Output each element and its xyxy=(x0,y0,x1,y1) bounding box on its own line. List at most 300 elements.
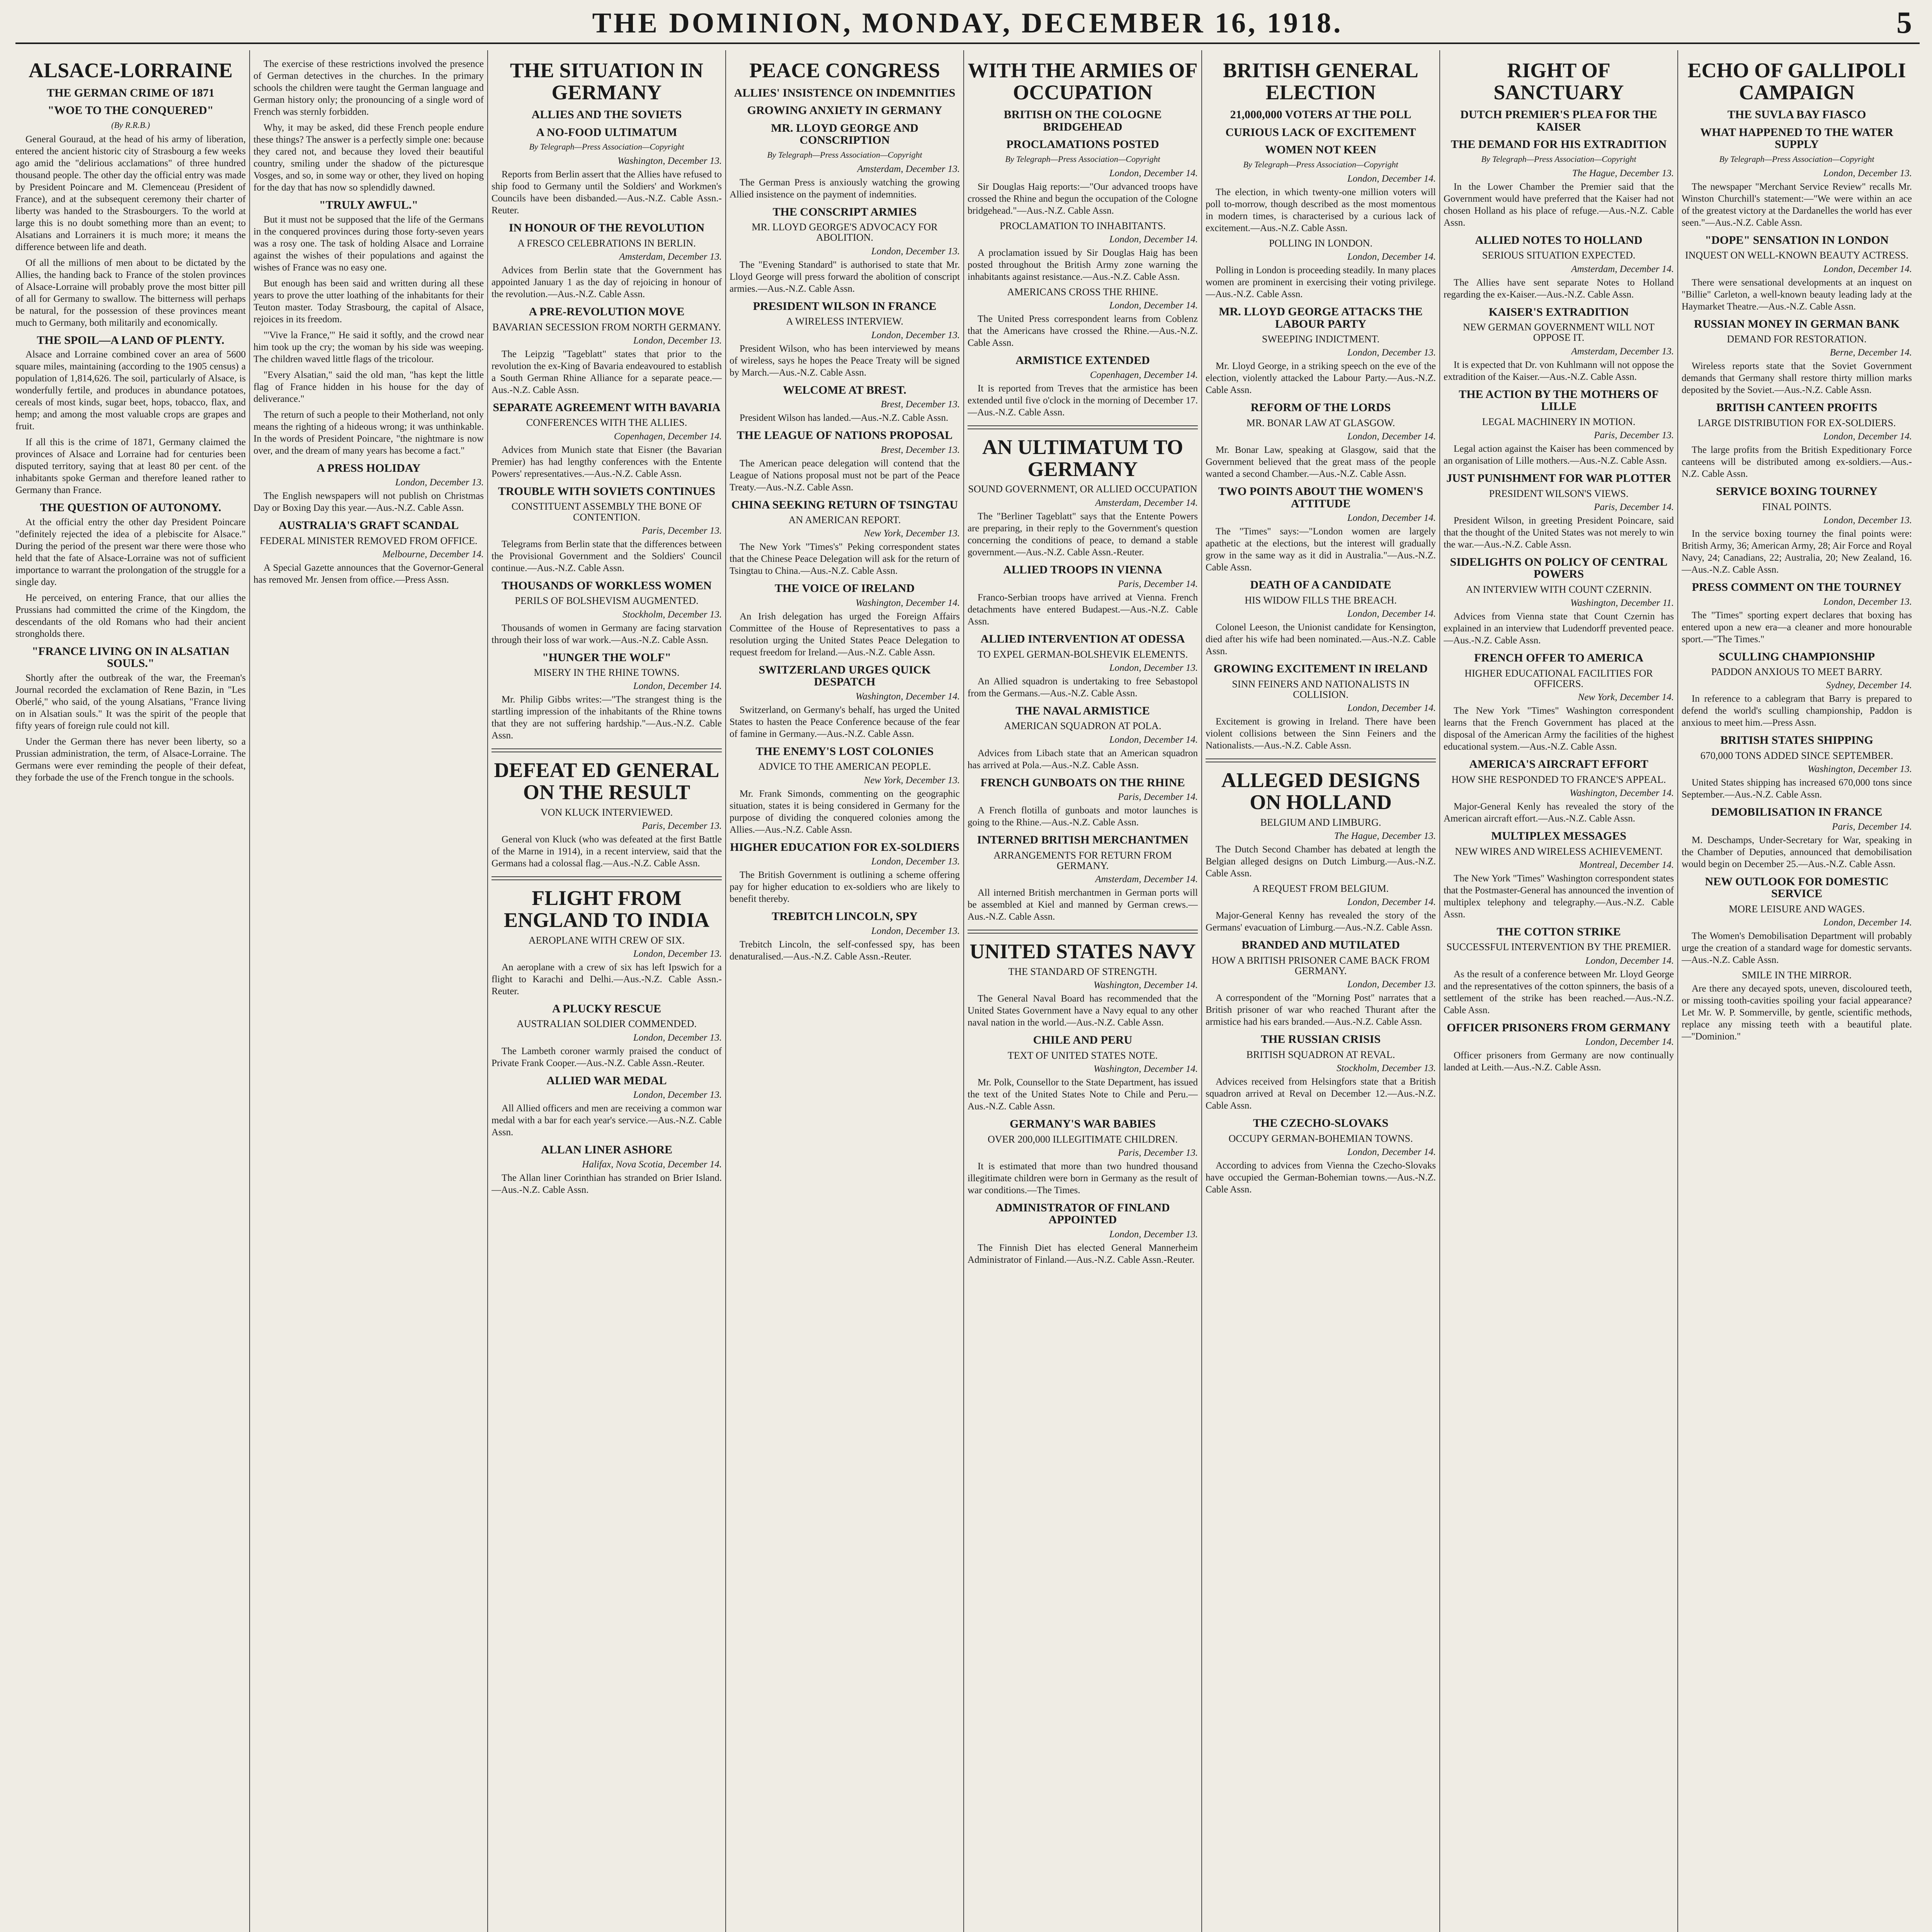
article-headline: ECHO OF GALLIPOLI CAMPAIGN xyxy=(1687,59,1906,104)
article-headline: UNITED STATES NAVY xyxy=(969,940,1196,963)
article-deck: PROCLAMATION TO INHABITANTS. xyxy=(1000,220,1166,231)
article-deck: HOW A BRITISH PRISONER CAME BACK FROM GERMANY. xyxy=(1211,954,1430,976)
article-paragraph: Shortly after the outbreak of the war, the Freeman's Journal recorded the exclamation of Rene Bazin, in "Les Oberlé," who said, of the young Alsatians, "France living on in Alsatian souls." It was the spirit of the people that fifty years of foreign rule could not kill. xyxy=(15,672,246,731)
article-paragraph: Alsace and Lorraine combined cover an area of 5600 square miles, maintaining (according to the 1905 census) a population of 1,814,626. The soil, particularly of Alsace, is wonderfully fertile, and produces in abundance potatoes, cereals of most kinds, sugar beet, hops, tobacco, flax, and hemp; and among the most valuable crops are grapes and fruit. xyxy=(15,349,246,432)
article-subheadline: THE NAVAL ARMISTICE xyxy=(1015,704,1150,717)
dateline: Halifax, Nova Scotia, December 14. xyxy=(582,1159,722,1170)
article-paragraph: The Leipzig "Tageblatt" states that prior to the revolution the ex-King of Bavaria endeavoured to establish a South German Rhine Alliance for a separate peace.—Aus.-N.Z. Cable Assn. xyxy=(492,349,722,395)
section-divider xyxy=(492,748,722,752)
article-paragraph: A correspondent of the "Morning Post" narrates that a British prisoner of war who reached Thurant after the armistice had his ears branded.—Aus.-N.Z. Cable Assn. xyxy=(1206,993,1436,1027)
article-paragraph: But enough has been said and written during all these years to prove the utter loathing of the inhabitants for their Teuton master. Today Strasbourg, the capital of Alsace, rejoices in its freedom. xyxy=(253,278,484,325)
article-paragraph: The American peace delegation will contend that the League of Nations proposal must not be part of the Peace Treaty.—Aus.-N.Z. Cable Assn. xyxy=(730,458,960,493)
column-rule xyxy=(725,50,726,1932)
dateline: Paris, December 13. xyxy=(1594,430,1674,441)
article-subheadline: ALLIED INTERVENTION AT ODESSA xyxy=(980,633,1185,646)
column-rule xyxy=(1439,50,1440,1932)
section-divider xyxy=(968,930,1198,934)
article-subheadline: THE SPOIL—A LAND OF PLENTY. xyxy=(37,333,224,347)
article-subheadline: A PRESS HOLIDAY xyxy=(316,461,421,474)
column-rule xyxy=(1201,50,1202,1932)
article-paragraph: Advices received from Helsingfors state that a British squadron arrived at Reval on December 12.—Aus.-N.Z. Cable Assn. xyxy=(1206,1077,1436,1111)
wire-credit: By Telegraph—Press Association—Copyright xyxy=(1481,154,1636,164)
column-3 xyxy=(492,58,722,1932)
article-paragraph: He perceived, on entering France, that our allies the Prussians had committed the crime of the Kingdom, the descendants of the old Romans who had their ancient strongholds there. xyxy=(15,592,246,639)
article-paragraph: The Dutch Second Chamber has debated at length the Belgian alleged designs on Dutch Limburg.—Aus.-N.Z. Cable Assn. xyxy=(1206,844,1436,879)
dateline: The Hague, December 13. xyxy=(1572,168,1674,179)
article-deck: SOUND GOVERNMENT, OR ALLIED OCCUPATION xyxy=(968,483,1197,495)
article-subheadline: NEW OUTLOOK FOR DOMESTIC SERVICE xyxy=(1705,875,1889,900)
article-paragraph: The exercise of these restrictions involved the presence of German detectives in the churches. In the primary schools the children were taught the German language and German history only; the pronouncing of a single word of French was sternly forbidden. xyxy=(253,59,484,117)
article-headline: BRITISH GENERAL ELECTION xyxy=(1223,59,1418,104)
dateline: London, December 14. xyxy=(1109,234,1198,245)
article-subheadline: REFORM OF THE LORDS xyxy=(1250,401,1391,414)
article-subheadline: ARMISTICE EXTENDED xyxy=(1015,354,1150,367)
article-subheadline: DEMOBILISATION IN FRANCE xyxy=(1711,806,1883,819)
article-deck: POLLING IN LONDON. xyxy=(1269,237,1372,249)
dateline: Washington, December 14. xyxy=(1094,980,1198,991)
article-paragraph: United States shipping has increased 670,000 tons since September.—Aus.-N.Z. Cable Assn. xyxy=(1682,777,1912,800)
article-paragraph: President Wilson, who has been interviewed by means of wireless, says he hopes the Peace Treaty will be signed by March.—Aus.-N.Z. Cable Assn. xyxy=(730,343,960,378)
dateline: Paris, December 13. xyxy=(642,525,722,536)
dateline: London, December 13. xyxy=(1109,1229,1198,1240)
article-subheadline: THE QUESTION OF AUTONOMY. xyxy=(40,501,221,514)
article-subheadline: SEPARATE AGREEMENT WITH BAVARIA xyxy=(493,401,721,414)
article-headline: AN ULTIMATUM TO GERMANY xyxy=(982,435,1184,481)
section-divider xyxy=(492,876,722,880)
article-subheadline: DEATH OF A CANDIDATE xyxy=(1250,578,1391,592)
article-subheadline: "TRULY AWFUL." xyxy=(319,199,418,211)
article-deck: CONFERENCES WITH THE ALLIES. xyxy=(526,417,687,429)
article-headline: ALLEGED DESIGNS ON HOLLAND xyxy=(1221,769,1420,814)
article-paragraph: Under the German there has never been liberty, so a Prussian administration, the term, of Alsace-Lorraine. The Germans were ever reminding the people of their defeat, they forbade the use of the French tongue in the schools. xyxy=(15,736,246,783)
article-subheadline: 21,000,000 VOTERS AT THE POLL xyxy=(1230,108,1412,121)
article-paragraph: M. Deschamps, Under-Secretary for War, speaking in the Chamber of Deputies, announced that demobilisation would begin on December 25.—Aus.-N.Z. Cable Assn. xyxy=(1682,835,1912,869)
article-deck: AMERICANS CROSS THE RHINE. xyxy=(1007,286,1158,298)
dateline: London, December 13. xyxy=(395,477,484,488)
dateline: Paris, December 14. xyxy=(1832,821,1912,832)
article-subheadline: THE VOICE OF IRELAND xyxy=(775,582,915,595)
article-subheadline: ALLAN LINER ASHORE xyxy=(541,1143,673,1156)
article-subheadline: ALLIES AND THE SOVIETS xyxy=(531,108,682,121)
article-paragraph: In the Lower Chamber the Premier said that the Government would have preferred that the Kaiser had not chosen Holland as his place of refuge.—Aus.-N.Z. Cable Assn. xyxy=(1444,181,1674,228)
article-subheadline: GROWING ANXIETY IN GERMANY xyxy=(747,104,942,117)
article-subheadline: THE DEMAND FOR HIS EXTRADITION xyxy=(1451,138,1667,151)
article-deck: NEW WIRES AND WIRELESS ACHIEVEMENT. xyxy=(1455,845,1663,857)
article-deck: MORE LEISURE AND WAGES. xyxy=(1729,903,1865,915)
article-deck: LEGAL MACHINERY IN MOTION. xyxy=(1482,416,1636,427)
article-subheadline: SERVICE BOXING TOURNEY xyxy=(1716,485,1878,498)
article-deck: THE STANDARD OF STRENGTH. xyxy=(1008,966,1157,978)
column-rule xyxy=(487,50,488,1932)
dateline: Paris, December 14. xyxy=(1594,502,1674,512)
article-deck: SERIOUS SITUATION EXPECTED. xyxy=(1482,250,1636,261)
article-paragraph: "'Vive la France,'" He said it softly, and the crowd near him took up the cry; the woman by his side was weeping. The children waved little flags of the tricolour. xyxy=(253,330,484,364)
dateline: Paris, December 14. xyxy=(1118,792,1198,803)
dateline: London, December 14. xyxy=(1347,513,1436,524)
dateline: Washington, December 14. xyxy=(855,597,960,608)
article-paragraph: Are there any decayed spots, uneven, discoloured teeth, or missing tooth-cavities spoiling your facial appearance? Let Mr. W. P. Sommerville, by gentle, scientific methods, replace any missing teeth with a beautiful plate.—"Dominion." xyxy=(1682,983,1912,1042)
article-deck: PRESIDENT WILSON'S VIEWS. xyxy=(1489,488,1629,499)
article-paragraph: Mr. Bonar Law, speaking at Glasgow, said that the Government believed that the great mass of the people wanted a second Chamber.—Aus.-N.Z. Cable Assn. xyxy=(1206,445,1436,480)
article-deck: PADDON ANXIOUS TO MEET BARRY. xyxy=(1711,666,1883,678)
article-subheadline: THE CONSCRIPT ARMIES xyxy=(772,205,917,218)
dateline: New York, December 14. xyxy=(1578,692,1674,703)
article-subheadline: "DOPE" SENSATION IN LONDON xyxy=(1705,233,1889,247)
article-paragraph: It is reported from Treves that the armistice has been extended until five o'clock in the morning of December 17.—Aus.-N.Z. Cable Assn. xyxy=(968,383,1198,418)
article-subheadline: "WOE TO THE CONQUERED" xyxy=(48,104,214,117)
dateline: Copenhagen, December 14. xyxy=(614,431,722,442)
article-subheadline: BRITISH STATES SHIPPING xyxy=(1720,734,1873,747)
dateline: Amsterdam, December 13. xyxy=(1571,346,1674,357)
article-subheadline: WHAT HAPPENED TO THE WATER SUPPLY xyxy=(1700,126,1893,151)
article-subheadline: BRITISH CANTEEN PROFITS xyxy=(1716,401,1878,414)
column-rule xyxy=(963,50,964,1932)
article-headline: PEACE CONGRESS xyxy=(749,59,940,82)
article-subheadline: ADMINISTRATOR OF FINLAND APPOINTED xyxy=(995,1201,1170,1226)
article-paragraph: The newspaper "Merchant Service Review" recalls Mr. Winston Churchill's statement:—"We were within an ace of the greatest victory at the Dardanelles the world has ever seen."—Aus.-N.Z. Cable Assn. xyxy=(1682,181,1912,228)
dateline: New York, December 13. xyxy=(864,528,960,539)
dateline: London, December 14. xyxy=(1347,897,1436,908)
article-subheadline: INTERNED BRITISH MERCHANTMEN xyxy=(977,833,1189,847)
article-deck: FINAL POINTS. xyxy=(1762,501,1832,512)
article-deck: OCCUPY GERMAN-BOHEMIAN TOWNS. xyxy=(1228,1133,1413,1144)
page-number: 5 xyxy=(1896,6,1912,40)
wire-credit: By Telegraph—Press Association—Copyright xyxy=(767,150,922,160)
article-paragraph: The New York "Times" Washington correspondent learns that the French Government has placed at the disposal of the American Army the facilities of the highest educational system.—Aus.-N.Z. Cable Assn. xyxy=(1444,706,1674,752)
column-rule xyxy=(1677,50,1678,1932)
dateline: New York, December 13. xyxy=(864,775,960,786)
article-paragraph: Major-General Kenny has revealed the story of the Germans' evacuation of Limburg.—Aus.-N.Z. Cable Assn. xyxy=(1206,910,1436,933)
article-subheadline: SCULLING CHAMPIONSHIP xyxy=(1718,650,1875,663)
article-paragraph: Advices from Munich state that Eisner (the Bavarian Premier) has had lengthy conferences with the Entente Powers' representatives.—Aus.-N.Z. Cable Assn. xyxy=(492,444,722,479)
article-paragraph: An Allied squadron is undertaking to free Sebastopol from the Germans.—Aus.-N.Z. Cable Assn. xyxy=(968,676,1198,699)
article-subheadline: A PLUCKY RESCUE xyxy=(552,1002,662,1015)
dateline: London, December 13. xyxy=(1347,979,1436,990)
dateline: Montreal, December 14. xyxy=(1579,859,1674,870)
article-deck: OVER 200,000 ILLEGITIMATE CHILDREN. xyxy=(988,1133,1178,1145)
article-paragraph: A French flotilla of gunboats and motor launches is going to the Rhine.—Aus.-N.Z. Cable Assn. xyxy=(968,805,1198,828)
article-paragraph: It is expected that Dr. von Kuhlmann will not oppose the extradition of the Kaiser.—Aus.-N.Z. Cable Assn. xyxy=(1444,359,1674,382)
article-deck: BRITISH SQUADRON AT REVAL. xyxy=(1246,1049,1395,1060)
article-subheadline: IN HONOUR OF THE REVOLUTION xyxy=(509,221,705,235)
dateline: Amsterdam, December 14. xyxy=(1095,497,1198,508)
article-deck: AMERICAN SQUADRON AT POLA. xyxy=(1004,720,1162,732)
article-deck: HOW SHE RESPONDED TO FRANCE'S APPEAL. xyxy=(1451,774,1666,785)
column-6 xyxy=(1206,58,1436,1932)
article-deck: ADVICE TO THE AMERICAN PEOPLE. xyxy=(758,761,931,772)
article-paragraph: It is estimated that more than two hundred thousand illegitimate children were born in Germany as the result of war conditions.—The Times. xyxy=(968,1161,1198,1196)
article-subheadline: PRESS COMMENT ON THE TOURNEY xyxy=(1692,581,1902,594)
article-paragraph: Franco-Serbian troops have arrived at Vienna. French detachments have entered Budapest.—Aus.-N.Z. Cable Assn. xyxy=(968,592,1198,627)
article-paragraph: Polling in London is proceeding steadily. In many places women are prominent in exercising their voting privilege.—Aus.-N.Z. Cable Assn. xyxy=(1206,265,1436,300)
dateline: Sydney, December 14. xyxy=(1826,680,1912,691)
article-deck: SINN FEINERS AND NATIONALISTS IN COLLISION. xyxy=(1232,678,1410,700)
article-paragraph: The Women's Demobilisation Department will probably urge the creation of a standard wage for domestic servants.—Aus.-N.Z. Cable Assn. xyxy=(1682,930,1912,965)
article-paragraph: An aeroplane with a crew of six has left Ipswich for a flight to Karachi and Delhi.—Aus.-N.Z. Cable Assn.-Reuter. xyxy=(492,962,722,997)
dateline: London, December 13. xyxy=(1109,662,1198,673)
dateline: Paris, December 13. xyxy=(642,821,722,832)
article-headline: ALSACE-LORRAINE xyxy=(28,59,233,82)
article-subheadline: BRITISH ON THE COLOGNE BRIDGEHEAD xyxy=(1003,108,1162,133)
article-subheadline: ALLIED TROOPS IN VIENNA xyxy=(1003,563,1162,576)
dateline: Washington, December 13. xyxy=(1808,764,1912,775)
article-subheadline: A PRE-REVOLUTION MOVE xyxy=(529,305,685,318)
article-subheadline: BRANDED AND MUTILATED xyxy=(1242,939,1400,952)
article-paragraph: Telegrams from Berlin state that the differences between the Provisional Government and the Soldiers' Council continue.—Aus.-N.Z. Cable Assn. xyxy=(492,539,722,573)
article-subheadline: THE ACTION BY THE MOTHERS OF LILLE xyxy=(1459,388,1659,413)
dateline: Washington, December 14. xyxy=(855,691,960,702)
column-7 xyxy=(1444,58,1674,1932)
article-subheadline: MR. LLOYD GEORGE AND CONSCRIPTION xyxy=(771,121,918,147)
dateline: London, December 14. xyxy=(1823,431,1912,442)
article-subheadline: MR. LLOYD GEORGE ATTACKS THE LABOUR PARTY xyxy=(1219,305,1423,330)
article-paragraph: The "Berliner Tageblatt" says that the Entente Powers are preparing, in their reply to the Government's question concerning the conditions of peace, to demand a stable government.—Aus.-N.Z. Cable Assn.-Reuter. xyxy=(968,511,1198,558)
article-paragraph: As the result of a conference between Mr. Lloyd George and the representatives of the cotton spinners, the basis of a settlement of the strike has been reached.—Aus.-N.Z. Cable Assn. xyxy=(1444,969,1674,1015)
article-deck: SMILE IN THE MIRROR. xyxy=(1742,969,1852,981)
article-paragraph: President Wilson has landed.—Aus.-N.Z. Cable Assn. xyxy=(740,413,949,423)
article-deck: INQUEST ON WELL-KNOWN BEAUTY ACTRESS. xyxy=(1685,250,1908,261)
dateline: Amsterdam, December 13. xyxy=(857,163,960,174)
article-paragraph: Legal action against the Kaiser has been commenced by an organisation of Lille mothers.—Aus.-N.Z. Cable Assn. xyxy=(1444,444,1674,466)
article-paragraph: The Finnish Diet has elected General Mannerheim Administrator of Finland.—Aus.-N.Z. Cable Assn.-Reuter. xyxy=(968,1242,1198,1265)
article-paragraph: A proclamation issued by Sir Douglas Haig has been posted throughout the British Army zone warning the inhabitants against resistance.—Aus.-N.Z. Cable Assn. xyxy=(968,248,1198,282)
article-paragraph: If all this is the crime of 1871, Germany claimed the provinces of Alsace and Lorraine had for centuries been disputed territory, saying that at least 80 per cent. of the inhabitants spoke German and therefore leaned rather to Germany than France. xyxy=(15,437,246,496)
article-paragraph: Thousands of women in Germany are facing starvation through their loss of war work.—Aus.-N.Z. Cable Assn. xyxy=(492,622,722,645)
article-subheadline: THE SUVLA BAY FIASCO xyxy=(1727,108,1866,121)
article-paragraph: But it must not be supposed that the life of the Germans in the conquered provinces during those forty-seven years was a rosy one. The task of holding Alsace and Lorraine against the wishes of their populations and against the wishes of France was no easy one. xyxy=(253,214,484,273)
dateline: London, December 13. xyxy=(1347,347,1436,358)
dateline: London, December 14. xyxy=(1347,173,1436,184)
dateline: London, December 13. xyxy=(871,330,960,340)
dateline: Amsterdam, December 13. xyxy=(619,252,722,262)
article-paragraph: General von Kluck (who was defeated at the first Battle of the Marne in 1914), in a recent interview, said that the Germans had a colossal flag.—Aus.-N.Z. Cable Assn. xyxy=(492,834,722,869)
article-paragraph: At the official entry the other day President Poincare "definitely rejected the idea of a plebiscite for Alsace." During the period of the present war there were those who held that the fate of Alsace-Lorraine was not of sufficient importance to warrant the prolongation of the struggle for a single day. xyxy=(15,517,246,587)
article-subheadline: SWITZERLAND URGES QUICK DESPATCH xyxy=(759,663,931,689)
article-deck: NEW GERMAN GOVERNMENT WILL NOT OPPOSE IT. xyxy=(1463,321,1655,344)
dateline: London, December 13. xyxy=(1823,596,1912,607)
article-paragraph: The return of such a people to their Motherland, not only means the righting of a hideous wrong; it was unthinkable. In the words of President Poincare, "the nightmare is now over, and the dream of many years has become a fact." xyxy=(253,409,484,456)
dateline: Brest, December 13. xyxy=(881,444,960,455)
article-paragraph: The "Times" sporting expert declares that boxing has entered upon a new era—a cleaner and more honourable sport.—"The Times." xyxy=(1682,610,1912,645)
dateline: London, December 14. xyxy=(1347,431,1436,442)
article-subheadline: TWO POINTS ABOUT THE WOMEN'S ATTITUDE xyxy=(1218,485,1423,510)
article-subheadline: MULTIPLEX MESSAGES xyxy=(1491,830,1626,843)
article-headline: THE SITUATION IN GERMANY xyxy=(510,59,704,104)
article-subheadline: PRESIDENT WILSON IN FRANCE xyxy=(753,299,937,313)
article-subheadline: TREBITCH LINCOLN, SPY xyxy=(772,910,918,923)
article-subheadline: GERMANY'S WAR BABIES xyxy=(1010,1117,1156,1131)
article-paragraph: The British Government is outlining a scheme offering pay for higher education to ex-soldiers who are likely to benefit thereby. xyxy=(730,870,960,905)
article-deck: ARRANGEMENTS FOR RETURN FROM GERMANY. xyxy=(993,849,1172,872)
article-subheadline: KAISER'S EXTRADITION xyxy=(1488,305,1629,318)
dateline: Brest, December 13. xyxy=(881,399,960,410)
article-subheadline: CURIOUS LACK OF EXCITEMENT xyxy=(1225,126,1416,139)
dateline: London, December 13. xyxy=(871,246,960,257)
masthead xyxy=(15,5,1920,44)
article-subheadline: DUTCH PREMIER'S PLEA FOR THE KAISER xyxy=(1460,108,1657,133)
article-subheadline: OFFICER PRISONERS FROM GERMANY xyxy=(1447,1021,1671,1034)
article-paragraph: Switzerland, on Germany's behalf, has urged the United States to hasten the Peace Conference because of the fear of famine in Germany.—Aus.-N.Z. Cable Assn. xyxy=(730,704,960,739)
wire-credit: By Telegraph—Press Association—Copyright xyxy=(1005,154,1160,164)
article-subheadline: JUST PUNISHMENT FOR WAR PLOTTER xyxy=(1446,472,1671,485)
article-deck: BELGIUM AND LIMBURG. xyxy=(1260,816,1381,828)
column-rule xyxy=(249,50,250,1932)
article-paragraph: The Lambeth coroner warmly praised the conduct of Private Frank Cooper.—Aus.-N.Z. Cable Assn.-Reuter. xyxy=(492,1046,722,1068)
article-subheadline: GROWING EXCITEMENT IN IRELAND xyxy=(1214,662,1428,675)
article-deck: AN AMERICAN REPORT. xyxy=(788,514,901,526)
article-deck: CONSTITUENT ASSEMBLY THE BONE OF CONTENTION. xyxy=(511,501,702,523)
article-headline: RIGHT OF SANCTUARY xyxy=(1493,59,1624,104)
article-deck: A REQUEST FROM BELGIUM. xyxy=(1252,883,1389,894)
column-5 xyxy=(968,58,1198,1932)
column-8 xyxy=(1682,58,1912,1932)
article-deck: TEXT OF UNITED STATES NOTE. xyxy=(1007,1049,1158,1061)
article-paragraph: In reference to a cablegram that Barry is prepared to defend the world's sculling championship, Paddon is anxious to meet him.—Press Assn. xyxy=(1682,694,1912,728)
article-paragraph: Mr. Polk, Counsellor to the State Department, has issued the text of the United States Note to Chile and Peru.—Aus.-N.Z. Cable Assn. xyxy=(968,1077,1198,1112)
article-paragraph: Sir Douglas Haig reports:—"Our advanced troops have crossed the Rhine and begun the occupation of the Cologne bridgehead."—Aus.-N.Z. Cable Assn. xyxy=(968,181,1198,216)
article-deck: MISERY IN THE RHINE TOWNS. xyxy=(534,667,680,679)
article-subheadline: WOMEN NOT KEEN xyxy=(1265,143,1376,156)
article-paragraph: The General Naval Board has recommended that the United States Government have a Navy equal to any other naval nation in the world.—Aus.-N.Z. Cable Assn. xyxy=(968,993,1198,1028)
wire-credit: (By R.R.B.) xyxy=(111,120,150,130)
article-deck: VON KLUCK INTERVIEWED. xyxy=(540,806,673,818)
dateline: Paris, December 13. xyxy=(1118,1147,1198,1158)
dateline: London, December 13. xyxy=(1823,515,1912,526)
dateline: London, December 13. xyxy=(633,335,722,346)
dateline: London, December 14. xyxy=(633,681,722,692)
article-paragraph: President Wilson, in greeting President Poincare, said that the thought of the United States was not merely to win the war.—Aus.-N.Z. Cable Assn. xyxy=(1444,515,1674,550)
dateline: Washington, December 14. xyxy=(1570,788,1674,799)
article-subheadline: THE COTTON STRIKE xyxy=(1497,925,1621,938)
article-paragraph: The "Evening Standard" is authorised to state that Mr. Lloyd George will press forward the abolition of conscript armies.—Aus.-N.Z. Cable Assn. xyxy=(730,259,960,294)
article-paragraph: "Every Alsatian," said the old man, "has kept the little flag of France hidden in his house for the day of deliverance." xyxy=(253,369,484,404)
article-deck: SWEEPING INDICTMENT. xyxy=(1262,333,1380,345)
wire-credit: By Telegraph—Press Association—Copyright xyxy=(529,142,684,152)
article-subheadline: "HUNGER THE WOLF" xyxy=(542,651,671,664)
article-deck: SUCCESSFUL INTERVENTION BY THE PREMIER. xyxy=(1446,941,1671,953)
article-subheadline: THOUSANDS OF WORKLESS WOMEN xyxy=(502,579,712,592)
article-subheadline: THE GERMAN CRIME OF 1871 xyxy=(47,86,214,99)
article-subheadline: ALLIED WAR MEDAL xyxy=(546,1074,667,1087)
dateline: London, December 14. xyxy=(1347,703,1436,714)
dateline: London, December 13. xyxy=(633,1090,722,1100)
wire-credit: By Telegraph—Press Association—Copyright xyxy=(1243,159,1398,169)
article-paragraph: In the service boxing tourney the final points were: British Army, 36; American Army, 28; Air Force and Royal Navy, 24; Canadians, 22; Australia, 20; New Zealand, 16.—Aus.-N.Z. Cable Assn. xyxy=(1682,529,1912,575)
dateline: Paris, December 14. xyxy=(1118,579,1198,590)
dateline: Washington, December 11. xyxy=(1570,598,1674,609)
article-paragraph: The Allies have sent separate Notes to Holland regarding the ex-Kaiser.—Aus.-N.Z. Cable Assn. xyxy=(1444,277,1674,300)
article-subheadline: WELCOME AT BREST. xyxy=(783,383,906,396)
article-paragraph: There were sensational developments at an inquest on "Billie" Carleton, a well-known beauty leading lady at the Haymarket Theatre.—Aus.-N.Z. Cable Assn. xyxy=(1682,277,1912,312)
article-subheadline: TROUBLE WITH SOVIETS CONTINUES xyxy=(498,485,716,498)
article-paragraph: The German Press is anxiously watching the growing Allied insistence on the payment of indemnities. xyxy=(730,177,960,200)
article-headline: WITH THE ARMIES OF OCCUPATION xyxy=(968,59,1198,104)
wire-credit: By Telegraph—Press Association—Copyright xyxy=(1719,154,1874,164)
article-subheadline: "FRANCE LIVING ON IN ALSATIAN SOULS." xyxy=(32,645,230,670)
section-divider xyxy=(968,425,1198,429)
article-deck: HIGHER EDUCATIONAL FACILITIES FOR OFFICERS. xyxy=(1464,667,1653,689)
dateline: London, December 14. xyxy=(1347,609,1436,619)
article-paragraph: Mr. Philip Gibbs writes:—"The strangest thing is the startling impression of the inhabitants of the Rhine towns that they are not suffering hardship."—Aus.-N.Z. Cable Assn. xyxy=(492,694,722,741)
article-subheadline: THE CZECHO-SLOVAKS xyxy=(1253,1117,1389,1130)
dateline: Stockholm, December 13. xyxy=(1337,1063,1436,1074)
article-paragraph: All interned British merchantmen in German ports will be assembled at Kiel and manned by German crews.—Aus.-N.Z. Cable Assn. xyxy=(968,888,1198,922)
article-paragraph: Advices from Libach state that an American squadron has arrived at Pola.—Aus.-N.Z. Cable Assn. xyxy=(968,748,1198,770)
column-2 xyxy=(253,58,484,1932)
article-paragraph: An Irish delegation has urged the Foreign Affairs Committee of the House of Representatives to pass a resolution urging the United States Peace Delegation to request freedom for Ireland.—Aus.-N.Z. Cable Assn. xyxy=(730,611,960,658)
dateline: Washington, December 13. xyxy=(617,156,722,167)
article-paragraph: The large profits from the British Expeditionary Force canteens will be distributed among ex-soldiers.—Aus.-N.Z. Cable Assn. xyxy=(1682,445,1912,480)
dateline: London, December 14. xyxy=(1109,300,1198,311)
article-deck: A WIRELESS INTERVIEW. xyxy=(786,316,903,327)
article-subheadline: FRENCH OFFER TO AMERICA xyxy=(1474,651,1644,665)
article-deck: HIS WIDOW FILLS THE BREACH. xyxy=(1245,594,1397,606)
article-subheadline: CHINA SEEKING RETURN OF TSINGTAU xyxy=(731,498,958,511)
article-paragraph: The United Press correspondent learns from Coblenz that the Americans have crossed the Rhine.—Aus.-N.Z. Cable Assn. xyxy=(968,314,1198,349)
dateline: London, December 13. xyxy=(1823,168,1912,179)
article-subheadline: CHILE AND PERU xyxy=(1033,1034,1133,1047)
dateline: London, December 13. xyxy=(871,925,960,936)
dateline: The Hague, December 13. xyxy=(1334,830,1436,841)
dateline: London, December 14. xyxy=(1109,168,1198,179)
article-deck: LARGE DISTRIBUTION FOR EX-SOLDIERS. xyxy=(1697,417,1896,429)
dateline: Berne, December 14. xyxy=(1830,347,1912,358)
article-subheadline: AUSTRALIA'S GRAFT SCANDAL xyxy=(278,519,459,532)
article-subheadline: FRENCH GUNBOATS ON THE RHINE xyxy=(980,776,1185,789)
article-subheadline: ALLIED NOTES TO HOLLAND xyxy=(1475,233,1643,247)
article-subheadline: A NO-FOOD ULTIMATUM xyxy=(536,126,677,139)
article-subheadline: ALLIES' INSISTENCE ON INDEMNITIES xyxy=(734,86,956,99)
article-paragraph: Mr. Frank Simonds, commenting on the geographic situation, states it is being considered in Germany for the purpose of dividing the conquered colonies among the Allies.—Aus.-N.Z. Cable Assn. xyxy=(730,788,960,835)
article-paragraph: Major-General Kenly has revealed the story of the American aircraft effort.—Aus.-N.Z. Cable Assn. xyxy=(1444,801,1674,824)
article-paragraph: The New York "Times's" Peking correspondent states that the Chinese Peace Delegation will ask for the return of Tsingtau to China.—Aus.-N.Z. Cable Assn. xyxy=(730,542,960,577)
article-paragraph: The New York "Times" Washington correspondent states that the Postmaster-General has announced the invention of multiplex telephony and telegraphy.—Aus.-N.Z. Cable Assn. xyxy=(1444,873,1674,920)
dateline: Amsterdam, December 14. xyxy=(1095,874,1198,885)
article-paragraph: Officer prisoners from Germany are now continually landed at Leith.—Aus.-N.Z. Cable Assn. xyxy=(1444,1050,1674,1073)
dateline: Melbourne, December 14. xyxy=(382,549,484,560)
article-headline: DEFEAT ED GENERAL ON THE RESULT xyxy=(494,759,719,804)
article-paragraph: The "Times" says:—"London women are largely apathetic at the elections, but the interest will gradually grow in the same way as it did in Australia."—Aus.-N.Z. Cable Assn. xyxy=(1206,526,1436,573)
dateline: London, December 13. xyxy=(633,1032,722,1043)
dateline: London, December 14. xyxy=(1109,734,1198,745)
article-deck: AN INTERVIEW WITH COUNT CZERNIN. xyxy=(1466,583,1652,595)
article-paragraph: The election, in which twenty-one million voters will poll to-morrow, though described as the most momentous in modern times, is characterised by a curious lack of excitement.—Aus.-N.Z. Cable Assn. xyxy=(1206,187,1436,233)
column-1 xyxy=(15,58,246,1932)
article-paragraph: Of all the millions of men about to be dictated by the Allies, the handing back to France of the stolen provinces of Alsace-Lorraine will probably prove the most bitter pill of all for Germany to swallow. The bitterness will perhaps be natural, for the possession of these provinces meant much to Germany, both militarily and economically. xyxy=(15,257,246,328)
article-paragraph: Excitement is growing in Ireland. There have been violent collisions between the Sinn Feiners and the Nationalists.—Aus.-N.Z. Cable Assn. xyxy=(1206,716,1436,751)
article-deck: PERILS OF BOLSHEVISM AUGMENTED. xyxy=(515,595,699,607)
article-subheadline: PROCLAMATIONS POSTED xyxy=(1006,138,1159,151)
article-subheadline: THE LEAGUE OF NATIONS PROPOSAL xyxy=(736,429,953,442)
dateline: London, December 14. xyxy=(1585,955,1674,966)
article-deck: TO EXPEL GERMAN-BOLSHEVIK ELEMENTS. xyxy=(977,648,1188,660)
dateline: London, December 14. xyxy=(1585,1037,1674,1048)
article-paragraph: The Allan liner Corinthian has stranded on Brier Island.—Aus.-N.Z. Cable Assn. xyxy=(492,1172,722,1195)
dateline: Copenhagen, December 14. xyxy=(1090,369,1198,380)
article-subheadline: HIGHER EDUCATION FOR EX-SOLDIERS xyxy=(730,840,959,854)
masthead-title: THE DOMINION, MONDAY, DECEMBER 16, 1918. xyxy=(592,7,1343,39)
article-deck: AEROPLANE WITH CREW OF SIX. xyxy=(528,934,685,946)
article-deck: AUSTRALIAN SOLDIER COMMENDED. xyxy=(517,1018,697,1030)
article-deck: 670,000 TONS ADDED SINCE SEPTEMBER. xyxy=(1700,750,1893,761)
article-deck: FEDERAL MINISTER REMOVED FROM OFFICE. xyxy=(260,535,478,546)
dateline: London, December 13. xyxy=(633,948,722,959)
article-paragraph: All Allied officers and men are receiving a common war medal with a bar for each year's service.—Aus.-N.Z. Cable Assn. xyxy=(492,1103,722,1138)
article-paragraph: According to advices from Vienna the Czecho-Slovaks have occupied the German-Bohemian towns.—Aus.-N.Z. Cable Assn. xyxy=(1206,1160,1436,1195)
article-deck: BAVARIAN SECESSION FROM NORTH GERMANY. xyxy=(492,321,721,333)
dateline: London, December 14. xyxy=(1347,252,1436,262)
article-paragraph: The English newspapers will not publish on Christmas Day or Boxing Day this year.—Aus.-N.Z. Cable Assn. xyxy=(253,491,484,513)
